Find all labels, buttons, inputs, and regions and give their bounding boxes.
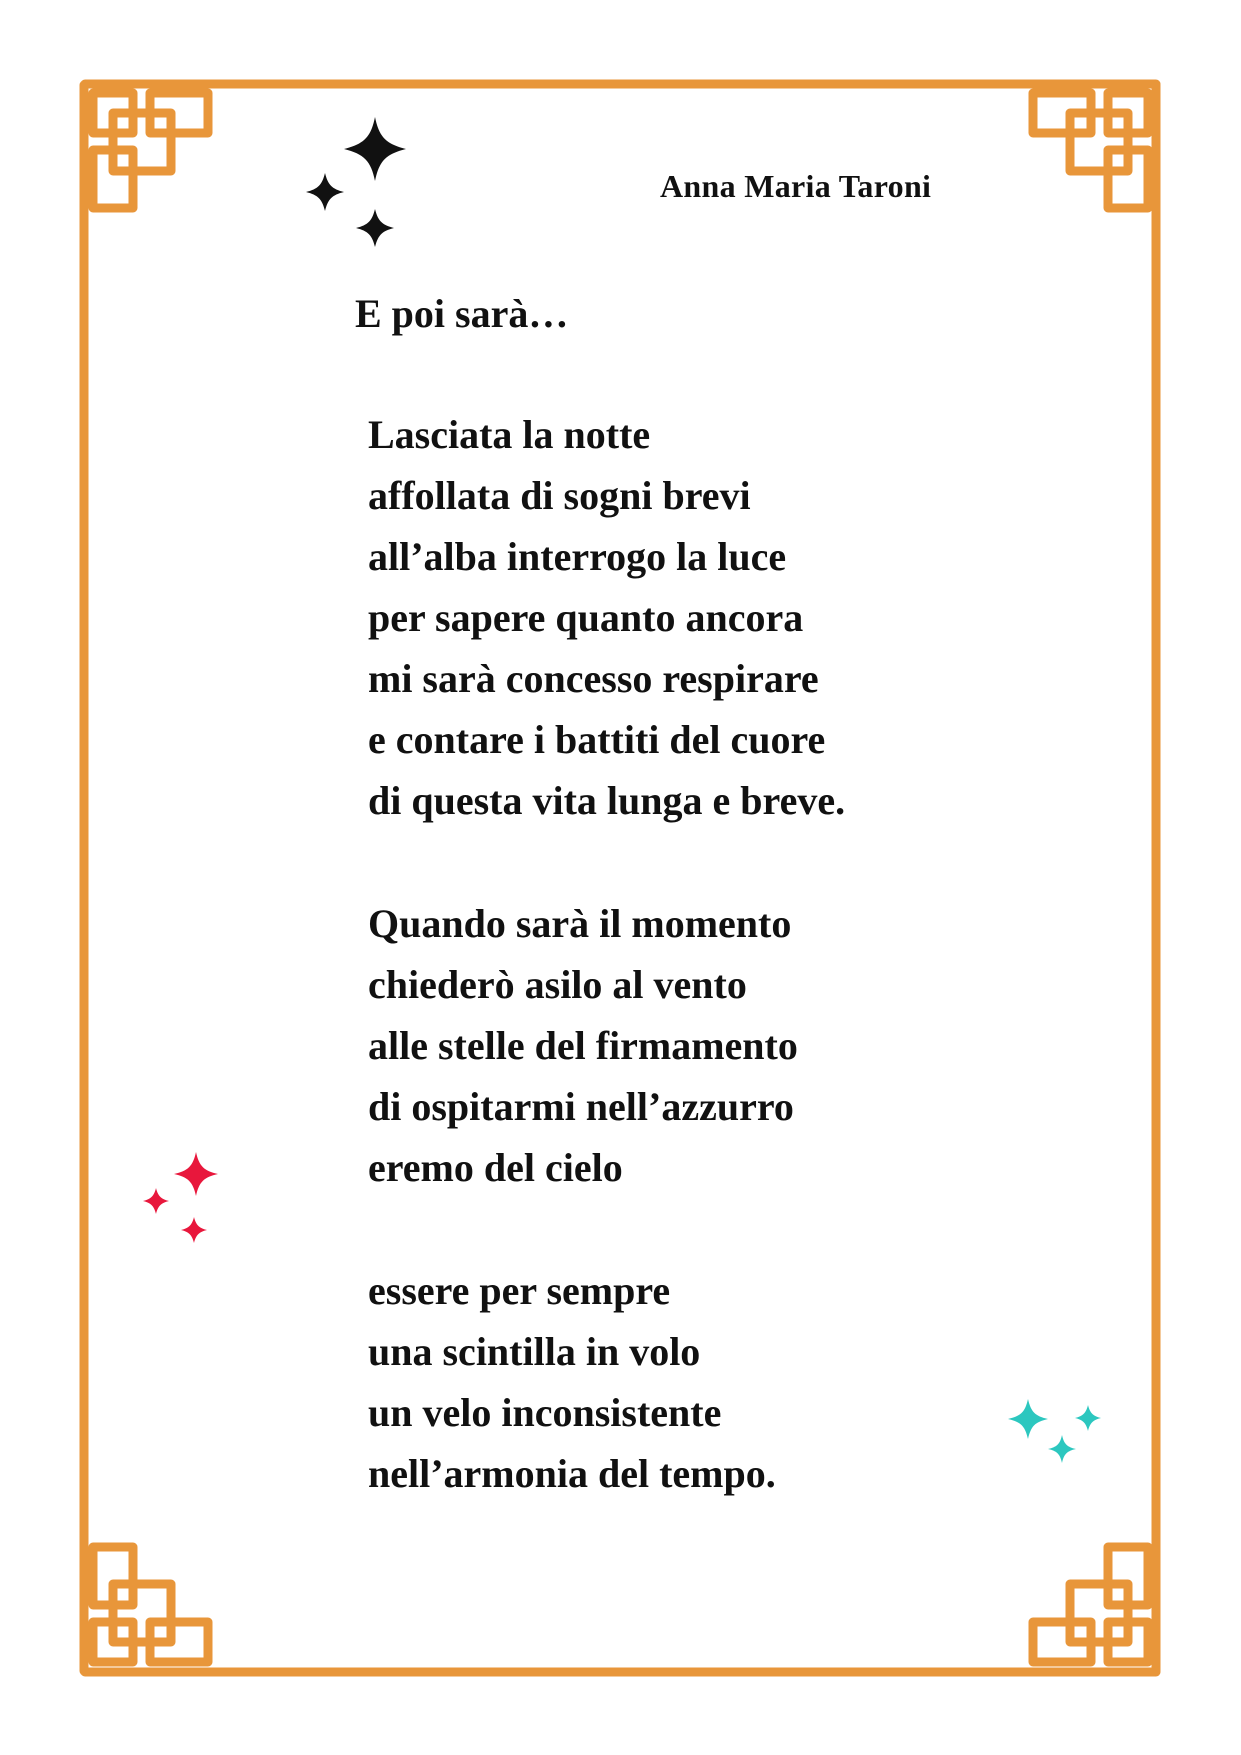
poem-line: Lasciata la notte	[368, 412, 651, 457]
corner-ornament-bottom-left	[93, 1547, 208, 1662]
poem-title: E poi sarà…	[355, 291, 569, 336]
sparkles-red-icon	[138, 1150, 228, 1260]
poem-line: eremo del cielo	[368, 1145, 623, 1190]
sparkles-teal-icon	[1000, 1395, 1120, 1495]
corner-ornament-top-left	[93, 93, 208, 208]
poem-line: un velo inconsistente	[368, 1390, 722, 1435]
poem-line: di ospitarmi nell’azzurro	[368, 1084, 794, 1129]
poem-line: per sapere quanto ancora	[368, 595, 804, 640]
sparkles-black-icon	[300, 115, 410, 255]
poem-line: all’alba interrogo la luce	[368, 534, 787, 579]
poem-line: e contare i battiti del cuore	[368, 717, 826, 762]
poem-line: nell’armonia del tempo.	[368, 1451, 776, 1496]
poem-line: chiederò asilo al vento	[368, 962, 747, 1007]
poem-line: Quando sarà il momento	[368, 901, 792, 946]
poem-line: una scintilla in volo	[368, 1329, 701, 1374]
poem-line: mi sarà concesso respirare	[368, 656, 819, 701]
poem-line: affollata di sogni brevi	[368, 473, 751, 518]
poem-stanza-3	[368, 1260, 776, 1504]
corner-ornament-bottom-right	[1033, 1547, 1148, 1662]
poem-stanza-1	[368, 404, 845, 831]
poem-stanza-2	[368, 893, 798, 1198]
corner-ornament-top-right	[1033, 93, 1148, 208]
poem-line: alle stelle del firmamento	[368, 1023, 798, 1068]
author-name: Anna Maria Taroni	[660, 168, 932, 204]
poem-line: di questa vita lunga e breve.	[368, 778, 846, 823]
poem-line: essere per sempre	[368, 1268, 671, 1313]
